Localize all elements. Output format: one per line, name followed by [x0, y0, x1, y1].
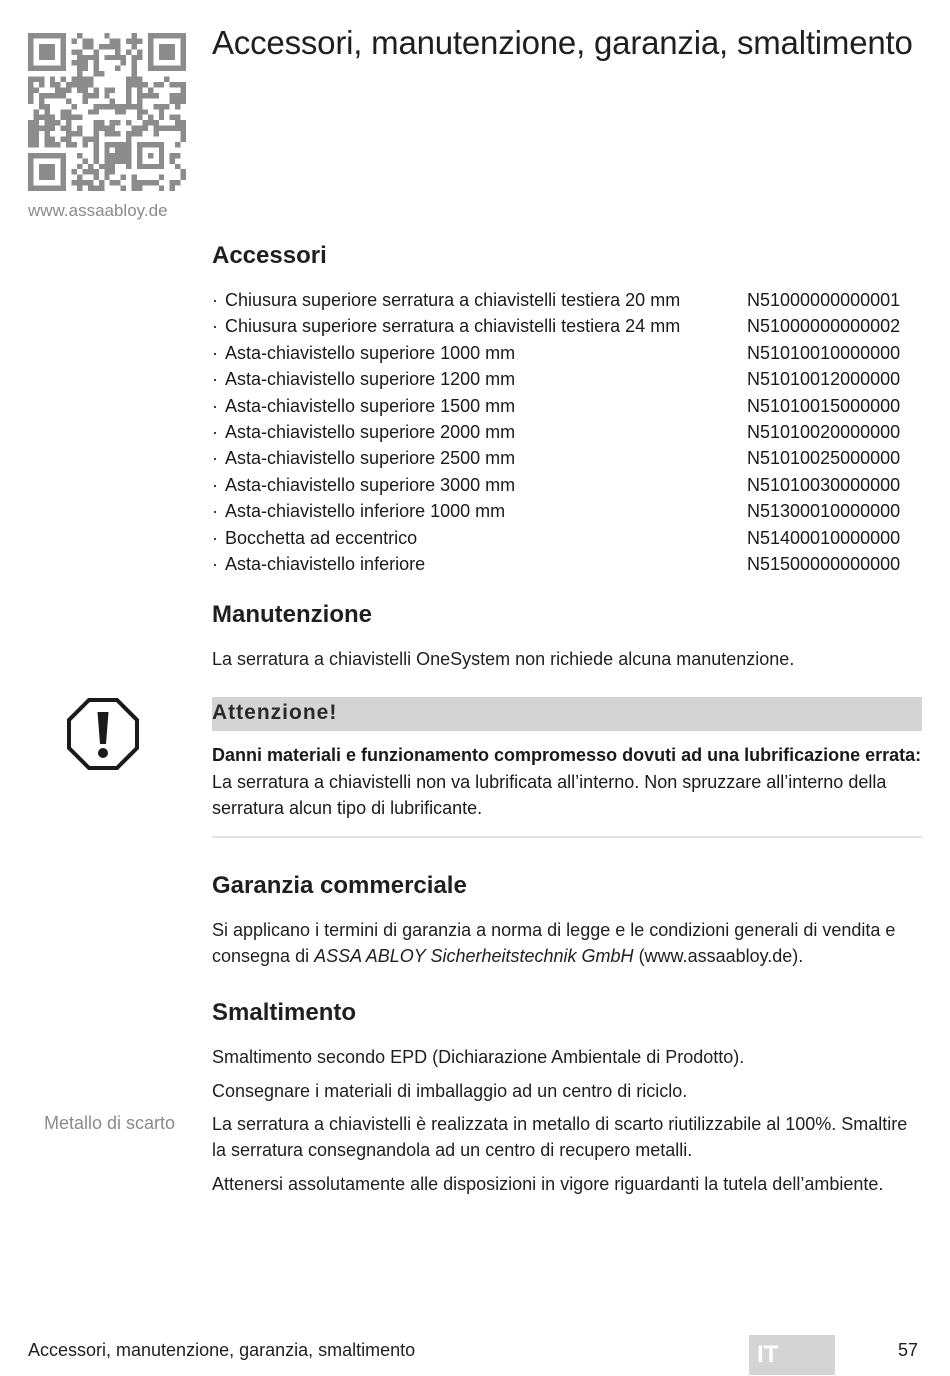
attention-body-text: La serratura a chiavistelli non va lubrificata all’interno. Non spruzzare all’interno della serratura alcun tipo di lubrificante. — [212, 771, 887, 818]
language-label: IT — [757, 1341, 779, 1368]
garanzia-text — [212, 917, 922, 969]
accessori-item-code: N51010030000000 — [747, 474, 901, 495]
garanzia-text-end: (www.assaabloy.de). — [633, 946, 804, 966]
accessori-item — [212, 313, 922, 339]
accessori-item-code: N51000000000001 — [747, 290, 901, 310]
smaltimento-text-4: Attenersi assolutamente alle disposizioni in vigore riguardanti la tutela dell’ambiente. — [212, 1174, 884, 1194]
smaltimento-text-3: La serratura a chiavistelli è realizzata in metallo di scarto riutilizzabile al 100%. Smaltire la serratura consegnandola ad un centro di recupero metalli. — [212, 1114, 908, 1160]
bullet: · — [212, 448, 218, 469]
attention-bold-text: Danni materiali e funzionamento compromesso dovuti ad una lubrificazione errata: — [212, 745, 922, 765]
bullet: · — [212, 421, 218, 442]
bullet: · — [212, 527, 218, 548]
accessori-item-description: Asta-chiavistello superiore 3000 mm — [225, 474, 516, 495]
bullet: · — [212, 290, 218, 310]
accessori-item — [212, 525, 922, 551]
qr-code-icon[interactable] — [28, 33, 186, 191]
accessori-item-code: N51010015000000 — [747, 395, 901, 416]
accessori-heading: Accessori — [212, 242, 327, 269]
accessori-item-description: Asta-chiavistello superiore 1200 mm — [225, 369, 516, 390]
accessori-item-description: Asta-chiavistello superiore 2500 mm — [225, 448, 516, 469]
accessori-item-code: N51010025000000 — [747, 448, 901, 469]
smaltimento-text-2: Consegnare i materiali di imballaggio ad un centro di riciclo. — [212, 1081, 688, 1101]
accessori-item-code: N51010010000000 — [747, 342, 901, 363]
footer-title: Accessori, manutenzione, garanzia, smaltimento — [28, 1340, 416, 1360]
page-number: 57 — [898, 1340, 919, 1360]
accessori-item — [212, 551, 922, 577]
attention-text — [212, 742, 922, 822]
language-badge — [749, 1335, 835, 1375]
page-title: Accessori, manutenzione, garanzia, smaltimento — [212, 24, 913, 61]
accessori-item-description: Asta-chiavistello superiore 2000 mm — [225, 421, 516, 442]
garanzia-heading: Garanzia commerciale — [212, 872, 467, 899]
accessori-item-code: N51400010000000 — [747, 527, 901, 548]
manutenzione-text: La serratura a chiavistelli OneSystem non richiede alcuna manutenzione. — [212, 649, 795, 669]
warning-octagon-icon — [66, 697, 140, 771]
bullet: · — [212, 342, 218, 363]
accessori-item-code: N51000000000002 — [747, 316, 901, 337]
accessori-item — [212, 340, 922, 366]
bullet: · — [212, 316, 218, 337]
qr-code-graphic — [28, 33, 186, 191]
accessori-item — [212, 445, 922, 471]
bullet: · — [212, 474, 218, 495]
accessori-item-description: Asta-chiavistello inferiore 1000 mm — [225, 501, 506, 522]
section-divider — [212, 836, 922, 838]
accessori-item-code: N51300010000000 — [747, 501, 901, 522]
accessori-list — [212, 287, 922, 577]
accessori-item-description: Asta-chiavistello inferiore — [225, 553, 426, 574]
accessori-item-description: Asta-chiavistello superiore 1500 mm — [225, 395, 516, 416]
accessori-item-description: Chiusura superiore serratura a chiavistelli testiera 20 mm — [225, 290, 681, 310]
bullet: · — [212, 395, 218, 416]
accessori-item-description: Chiusura superiore serratura a chiavistelli testiera 24 mm — [225, 316, 681, 337]
attention-banner — [212, 697, 922, 731]
attention-heading: Attenzione! — [212, 701, 338, 724]
company-name: ASSA ABLOY Sicherheitstechnik GmbH — [314, 946, 634, 966]
accessori-item-code: N51500000000000 — [747, 553, 901, 574]
accessori-item — [212, 287, 922, 313]
accessori-item — [212, 419, 922, 445]
accessori-item — [212, 366, 922, 392]
margin-label: Metallo di scarto — [44, 1113, 176, 1133]
accessori-item-code: N51010012000000 — [747, 369, 901, 390]
website-link[interactable]: www.assaabloy.de — [28, 201, 168, 220]
manutenzione-heading: Manutenzione — [212, 601, 372, 628]
bullet: · — [212, 501, 218, 522]
smaltimento-heading: Smaltimento — [212, 999, 357, 1026]
accessori-item-code: N51010020000000 — [747, 421, 901, 442]
accessori-item-description: Asta-chiavistello superiore 1000 mm — [225, 342, 516, 363]
accessori-item-description: Bocchetta ad eccentrico — [225, 527, 418, 548]
accessori-item — [212, 472, 922, 498]
accessori-item — [212, 498, 922, 524]
smaltimento-text-1: Smaltimento secondo EPD (Dichiarazione Ambientale di Prodotto). — [212, 1047, 745, 1067]
bullet: · — [212, 369, 218, 390]
accessori-item — [212, 393, 922, 419]
garanzia-text-start: Si applicano i termini di garanzia a norma di legge e le condizioni generali di vendita e consegna di — [212, 920, 896, 966]
bullet: · — [212, 553, 218, 574]
